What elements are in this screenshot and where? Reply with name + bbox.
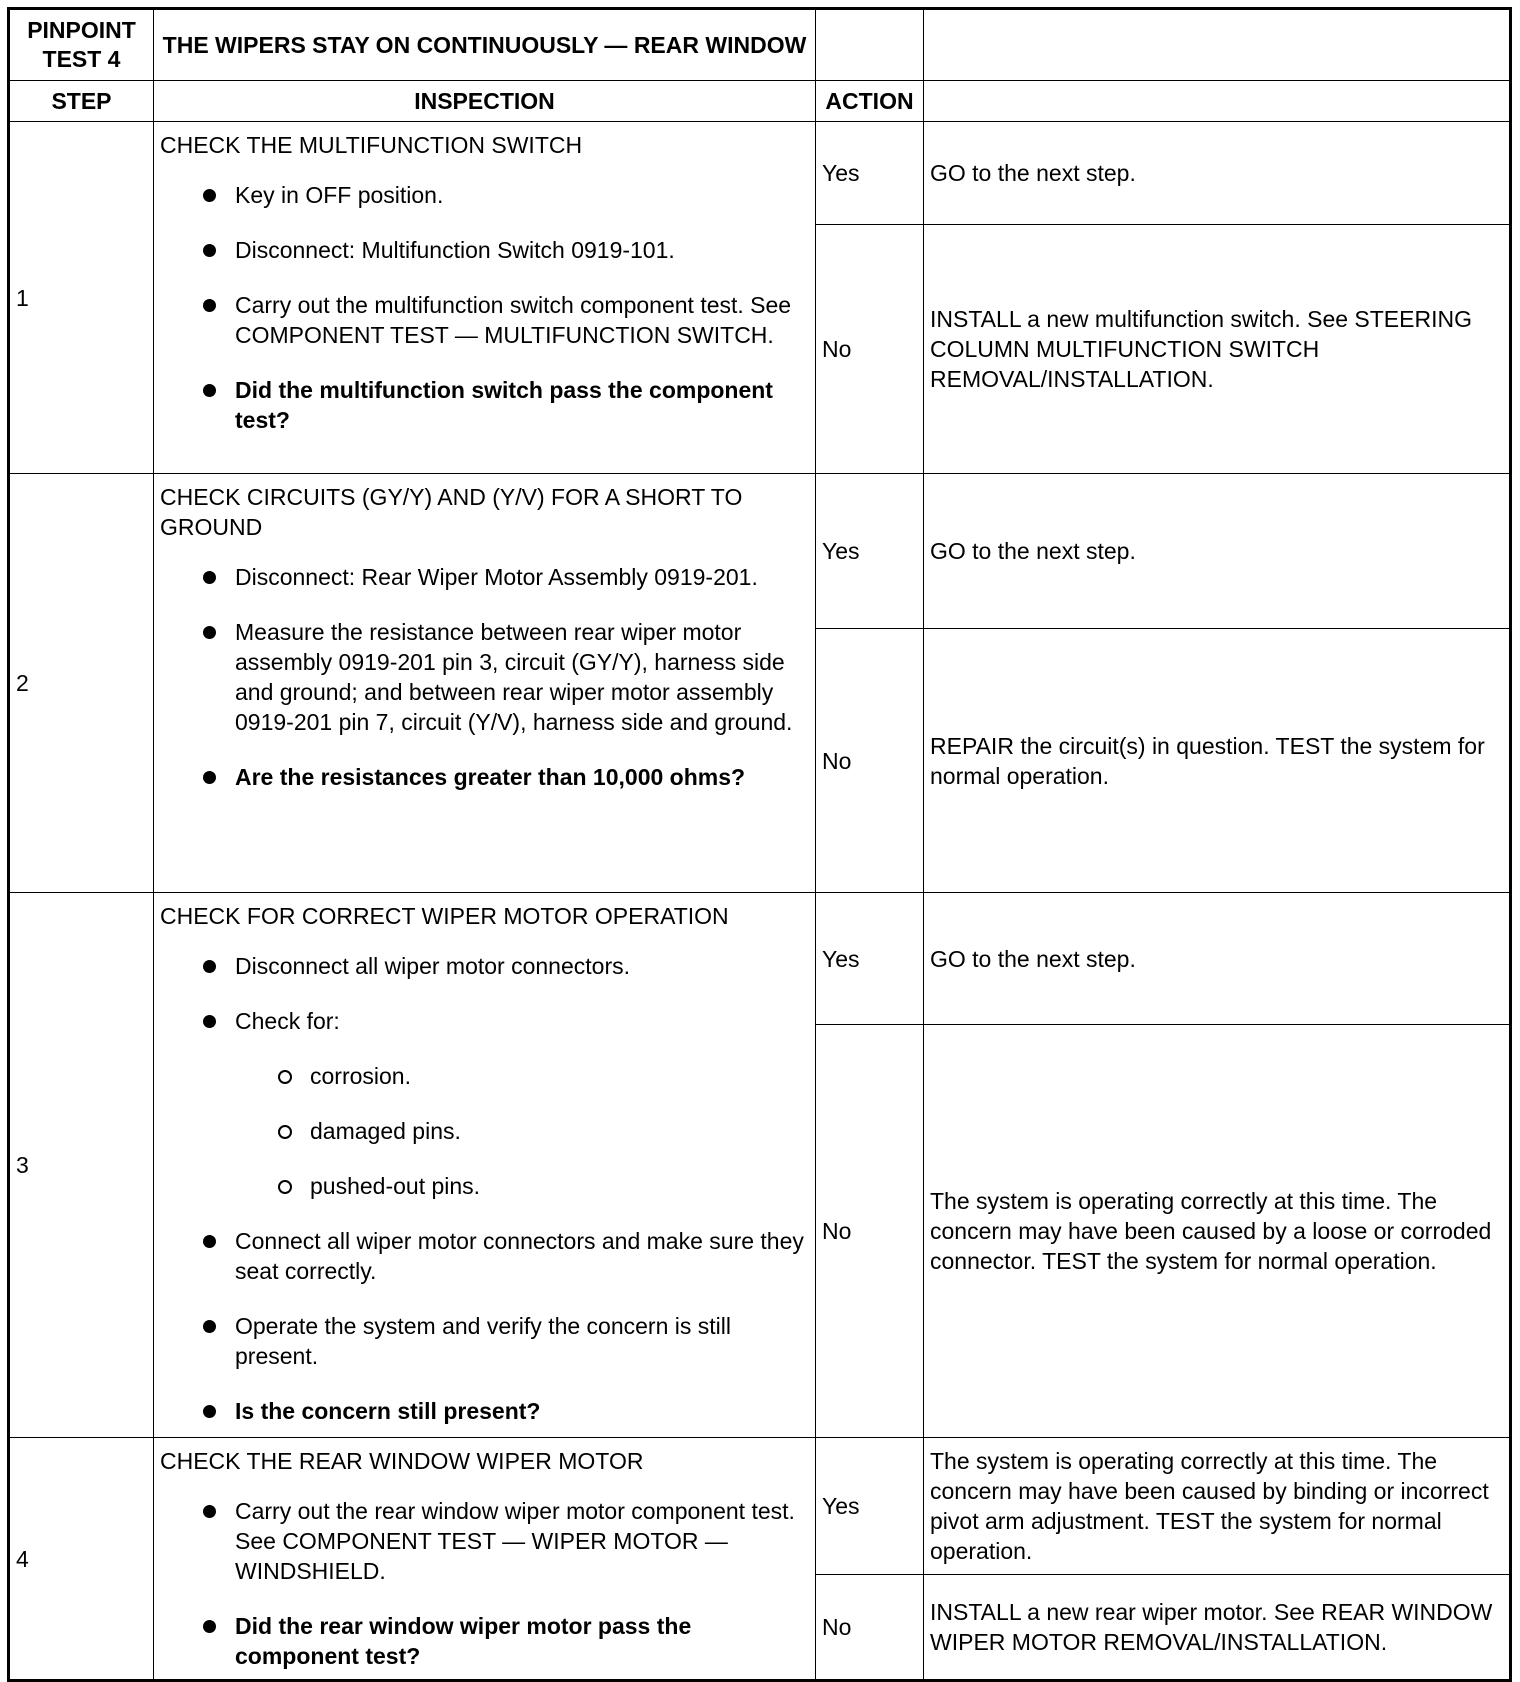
bullet-icon xyxy=(203,1405,216,1418)
bullet-icon xyxy=(203,244,216,257)
bullet-icon xyxy=(203,1015,216,1028)
step-2-inspection xyxy=(154,474,816,893)
step-4-yes-row xyxy=(9,1438,1511,1575)
step-3-yes-result: GO to the next step. xyxy=(924,893,1511,1025)
list-item: Operate the system and verify the concern is still present. xyxy=(160,1311,807,1371)
step-3-yes-row xyxy=(9,893,1511,1025)
step-2-yes-label: Yes xyxy=(816,474,924,629)
step-4-yes-label: Yes xyxy=(816,1438,924,1575)
step-1-question: Did the multifunction switch pass the component test? xyxy=(160,375,807,435)
step-1-yes-result: GO to the next step. xyxy=(924,122,1511,225)
column-header-row xyxy=(9,81,1511,122)
circle-bullet-icon xyxy=(278,1180,292,1194)
step-3-yes-label: Yes xyxy=(816,893,924,1025)
step-1-title: CHECK THE MULTIFUNCTION SWITCH xyxy=(160,132,583,158)
bullet-icon xyxy=(203,1235,216,1248)
bullet-icon xyxy=(203,960,216,973)
col-header-blank xyxy=(924,81,1511,122)
step-1-yes-label: Yes xyxy=(816,122,924,225)
bullet-icon xyxy=(203,571,216,584)
step-3-title: CHECK FOR CORRECT WIPER MOTOR OPERATION xyxy=(160,903,729,929)
step-4-title: CHECK THE REAR WINDOW WIPER MOTOR xyxy=(160,1448,644,1474)
step-1-no-result: INSTALL a new multifunction switch. See STEERING COLUMN MULTIFUNCTION SWITCH REMOVAL/INSTALLATION. xyxy=(924,225,1511,474)
bullet-icon xyxy=(203,626,216,639)
title-blank-action xyxy=(816,9,924,81)
step-1-bullets xyxy=(160,180,807,435)
bullet-icon xyxy=(203,299,216,312)
circle-bullet-icon xyxy=(278,1070,292,1084)
bullet-icon xyxy=(203,1620,216,1633)
test-title: THE WIPERS STAY ON CONTINUOUSLY — REAR WINDOW xyxy=(154,9,816,81)
step-3-number: 3 xyxy=(9,893,154,1438)
step-2-number: 2 xyxy=(9,474,154,893)
step-3-sub-bullets xyxy=(235,1061,807,1201)
step-2-title: CHECK CIRCUITS (GY/Y) AND (Y/V) FOR A SHORT TO GROUND xyxy=(160,484,743,540)
step-2-question: Are the resistances greater than 10,000 ohms? xyxy=(160,762,807,792)
list-item: pushed-out pins. xyxy=(235,1171,807,1201)
step-3-no-result: The system is operating correctly at this time. The concern may have been caused by a loose or corroded connector. TEST the system for normal operation. xyxy=(924,1025,1511,1438)
list-item: Check for: corrosion. damaged pins. pushed-out pins. xyxy=(160,1006,807,1201)
step-4-question: Did the rear window wiper motor pass the component test? xyxy=(160,1611,807,1671)
col-header-action: ACTION xyxy=(816,81,924,122)
circle-bullet-icon xyxy=(278,1125,292,1139)
col-header-inspection: INSPECTION xyxy=(154,81,816,122)
step-4-yes-result: The system is operating correctly at this time. The concern may have been caused by binding or incorrect pivot arm adjustment. TEST the system for normal operation. xyxy=(924,1438,1511,1575)
list-item: Connect all wiper motor connectors and make sure they seat correctly. xyxy=(160,1226,807,1286)
step-1-number: 1 xyxy=(9,122,154,474)
col-header-step: STEP xyxy=(9,81,154,122)
list-item: damaged pins. xyxy=(235,1116,807,1146)
test-label: PINPOINT TEST 4 xyxy=(9,9,154,81)
step-2-bullets xyxy=(160,562,807,792)
title-blank-result xyxy=(924,9,1511,81)
title-row xyxy=(9,9,1511,81)
bullet-icon xyxy=(203,1320,216,1333)
step-2-no-result: REPAIR the circuit(s) in question. TEST the system for normal operation. xyxy=(924,629,1511,893)
list-item: Measure the resistance between rear wiper motor assembly 0919-201 pin 3, circuit (GY/Y), harness side and ground; and between rear wiper motor assembly 0919-201 pin 7, circuit (Y/V), harness side and ground. xyxy=(160,617,807,737)
step-3-question: Is the concern still present? xyxy=(160,1396,807,1426)
list-item: Key in OFF position. xyxy=(160,180,807,210)
step-2-yes-row xyxy=(9,474,1511,629)
step-4-no-label: No xyxy=(816,1575,924,1681)
list-item: Disconnect: Rear Wiper Motor Assembly 0919-201. xyxy=(160,562,807,592)
step-3-no-label: No xyxy=(816,1025,924,1438)
list-item: Disconnect all wiper motor connectors. xyxy=(160,951,807,981)
step-2-no-label: No xyxy=(816,629,924,893)
list-item: corrosion. xyxy=(235,1061,807,1091)
bullet-icon xyxy=(203,771,216,784)
step-4-inspection xyxy=(154,1438,816,1681)
step-2-yes-result: GO to the next step. xyxy=(924,474,1511,629)
list-item: Carry out the multifunction switch component test. See COMPONENT TEST — MULTIFUNCTION SWITCH. xyxy=(160,290,807,350)
step-1-inspection xyxy=(154,122,816,474)
step-1-yes-row xyxy=(9,122,1511,225)
step-4-no-result: INSTALL a new rear wiper motor. See REAR WINDOW WIPER MOTOR REMOVAL/INSTALLATION. xyxy=(924,1575,1511,1681)
step-4-bullets xyxy=(160,1496,807,1671)
step-4-number: 4 xyxy=(9,1438,154,1681)
step-3-bullets xyxy=(160,951,807,1426)
step-3-inspection xyxy=(154,893,816,1438)
pinpoint-test-table xyxy=(7,7,1512,1682)
step-1-no-label: No xyxy=(816,225,924,474)
list-item: Carry out the rear window wiper motor component test. See COMPONENT TEST — WIPER MOTOR — WINDSHIELD. xyxy=(160,1496,807,1586)
bullet-icon xyxy=(203,1505,216,1518)
list-item: Disconnect: Multifunction Switch 0919-101. xyxy=(160,235,807,265)
bullet-icon xyxy=(203,189,216,202)
bullet-icon xyxy=(203,384,216,397)
